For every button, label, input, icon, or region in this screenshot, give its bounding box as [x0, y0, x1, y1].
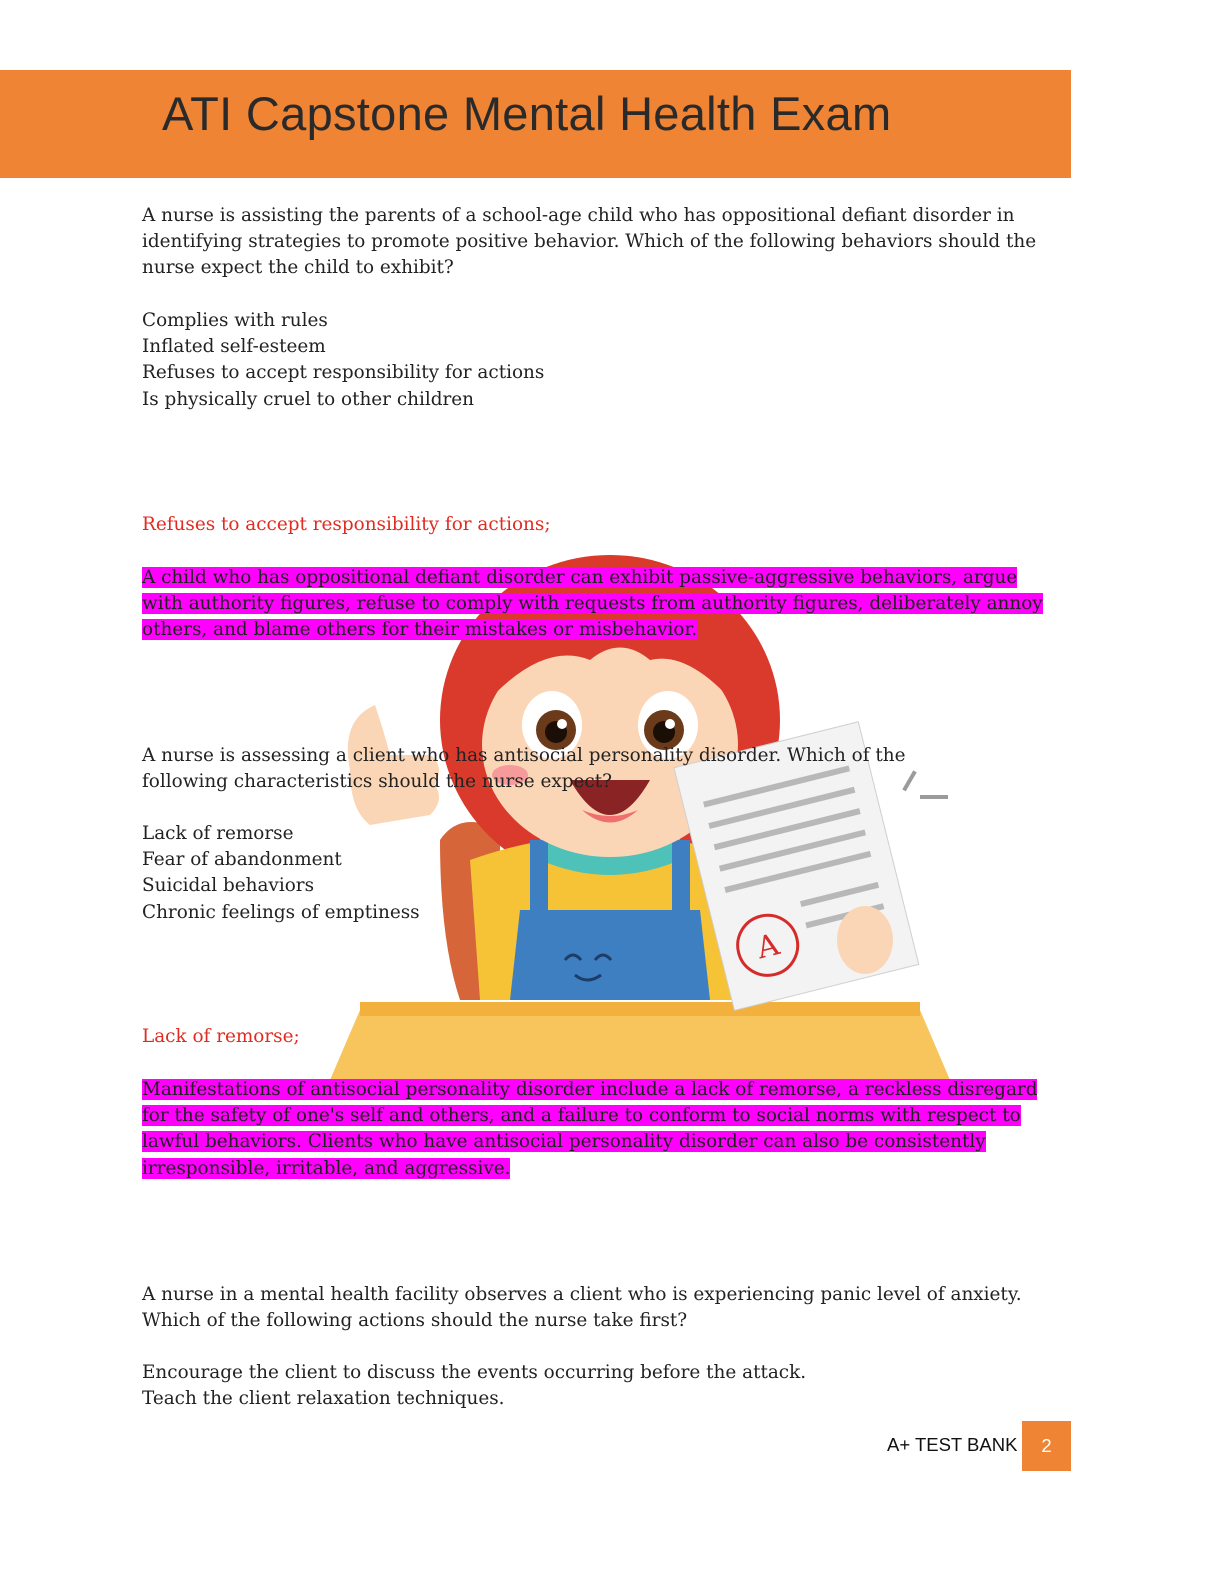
answer-options	[142, 821, 1072, 926]
option-item: Lack of remorse	[142, 823, 294, 844]
question-3	[142, 1282, 1072, 1334]
correct-answer: Refuses to accept responsibility for actions;	[142, 514, 551, 535]
option-item: Refuses to accept responsibility for actions	[142, 362, 545, 384]
question-2	[142, 743, 982, 795]
page-title: ATI Capstone Mental Health Exam	[162, 87, 892, 140]
question-stem: A nurse is assessing a client who has antisocial personality disorder. Which of the following characteristics should the nurse expect?	[142, 745, 906, 793]
answer-options	[142, 308, 1072, 413]
option-item: Inflated self-esteem	[142, 336, 326, 358]
option-item: Suicidal behaviors	[142, 875, 315, 897]
rationale-text: Manifestations of antisocial personality disorder include a lack of remorse, a reckless disregard for the safety of one's self and others, and a failure to conform to social norms with respect to lawful behaviors. Clients who have antisocial personality disorder can also be consistently irresponsible, irritable, and aggressive.	[142, 1079, 1038, 1179]
question-stem: A nurse is assisting the parents of a school-age child who has oppositional defiant disorder in identifying strategies to promote positive behavior. Which of the following behaviors should the nurse expect the child to exhibit?	[142, 205, 1037, 279]
option-item: Complies with rules	[142, 310, 328, 331]
footer-label: A+ TEST BANK	[887, 1434, 1018, 1455]
question-stem: A nurse in a mental health facility observes a client who is experiencing panic level of anxiety. Which of the following actions should the nurse take first?	[142, 1284, 1022, 1332]
option-item: Encourage the client to discuss the events occurring before the attack.	[142, 1362, 807, 1383]
correct-answer: Lack of remorse;	[142, 1026, 300, 1047]
option-item: Fear of abandonment	[142, 849, 342, 871]
rationale	[142, 1077, 1067, 1182]
rationale	[142, 565, 1057, 644]
option-item: Teach the client relaxation techniques.	[142, 1388, 505, 1410]
rationale-text: A child who has oppositional defiant disorder can exhibit passive-aggressive behaviors, argue with authority figures, refuse to comply with requests from authority figures, deliberately annoy others, and blame others for their mistakes or misbehavior.	[142, 567, 1043, 641]
question-1	[142, 203, 1072, 282]
option-item: Is physically cruel to other children	[142, 388, 475, 410]
answer-options	[142, 1360, 1072, 1412]
page-number: 2	[1022, 1421, 1071, 1471]
grade-mark: A	[753, 927, 783, 967]
option-item: Chronic feelings of emptiness	[142, 901, 420, 923]
